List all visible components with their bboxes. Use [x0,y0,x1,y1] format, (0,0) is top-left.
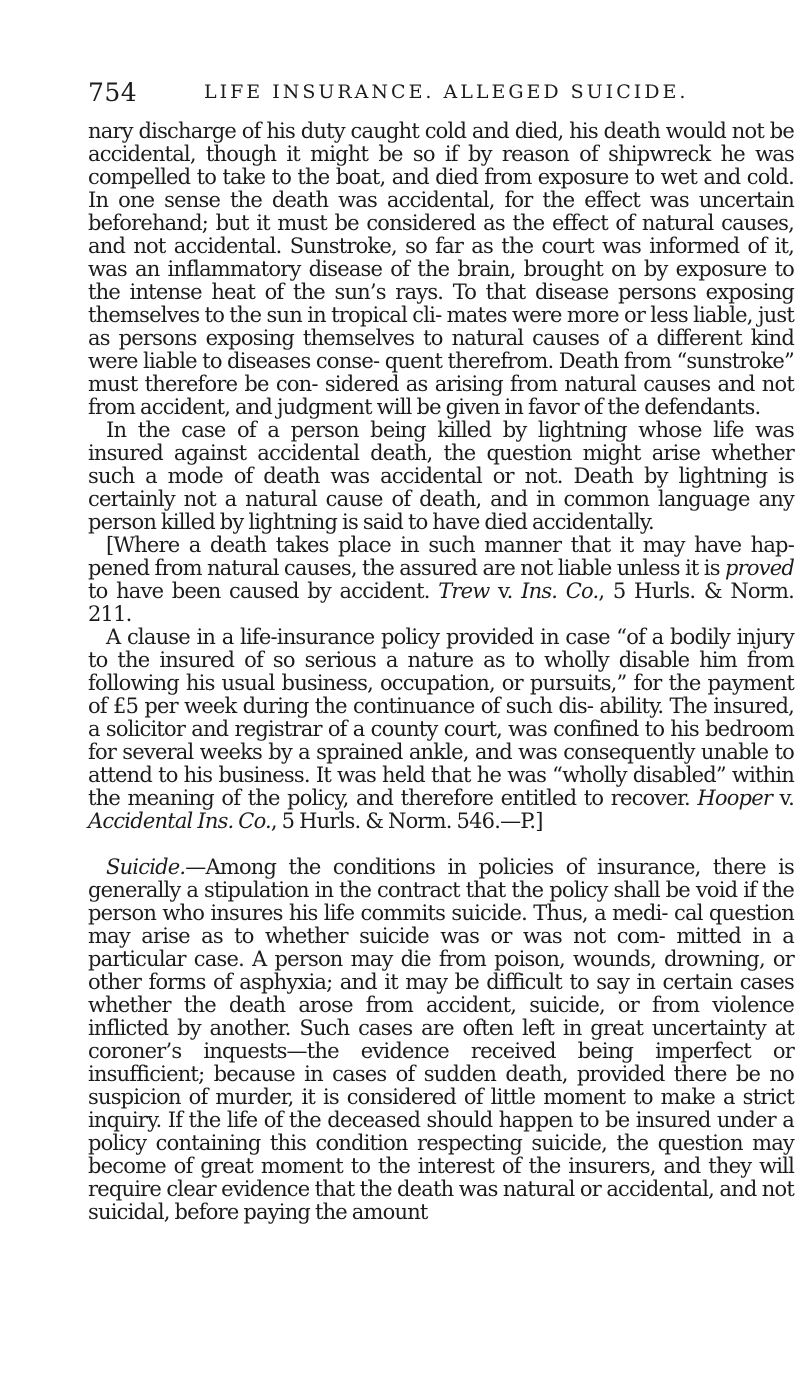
paragraph-lightning: In the case of a person being killed by lightning whose life was insured against accidental death, the question might arise whether such a mode of death was accidental or not. Death by lightning is certainly not a natural cause of death, and in common language any person killed by lightning is said to have died accidentally. [88,418,794,534]
text-run: v. [489,579,522,603]
paragraph-trew-case [88,534,794,626]
text-run: v. [772,786,794,810]
page-number: 754 [88,78,138,107]
paragraph-suicide [88,856,794,1224]
text-run: [Where a death takes place in such manner that it may have hap- pened from natural causes, the assured are not liable unless it is [88,533,794,580]
case-name: Trew [438,579,490,603]
paragraph-hooper-case [88,626,794,833]
citation: , 5 Hurls. & Norm. 211. [88,579,794,626]
body-text [88,120,794,1224]
case-name: Accidental Ins. Co. [88,809,271,833]
text-run: A clause in a life-insurance policy provided in case “of a bodily injury to the insured of so serious a nature as to wholly disable him from following his usual business, occupation, or pursuits,” for the payment of £5 per week during the continuance of such dis- ability. The insured, a solicitor and registrar of a county court, was confined to his bedroom for several weeks by a sprained ankle, and was consequently unable to attend to his business. It was held that he was “wholly disabled” within the meaning of the policy, and therefore entitled to recover. [88,625,794,810]
section-heading-suicide: Suicide. [106,855,186,879]
paragraph-sunstroke: nary discharge of his duty caught cold and died, his death would not be accidental, though it might be so if by reason of shipwreck he was compelled to take to the boat, and died from exposure to wet and cold. In one sense the death was accidental, for the effect was uncertain beforehand; but it must be considered as the effect of natural causes, and not accidental. Sunstroke, so far as the court was informed of it, was an inflammatory disease of the brain, brought on by exposure to the intense heat of the sun’s rays. To that disease persons exposing themselves to the sun in tropical cli- mates were more or less liable, just as persons exposing themselves to natural causes of a different kind were liable to diseases conse- quent therefrom. Death from “sunstroke” must therefore be con- sidered as arising from natural causes and not from accident, and judgment will be given in favor of the defendants. [88,119,794,419]
running-header [88,78,794,110]
text-run: to have been caused by accident. [88,579,439,603]
text-run: —Among the conditions in policies of insurance, there is generally a stipulation in the contract that the policy shall be void if the person who insures his life commits suicide. Thus, a medi- cal question may arise as to whether suicide was or was not com- mitted in a particular case. A person may die from poison, wounds, drowning, or other forms of asphyxia; and it may be difficult to say in certain cases whether the death arose from accident, suicide, or from violence inflicted by another. Such cases are often left in great uncertainty at coroner’s inquests—the evidence received being imperfect or insufficient; because in cases of sudden death, provided there be no suspicion of murder, it is considered of little moment to make a strict inquiry. If the life of the deceased should happen to be insured under a policy containing this condition respecting suicide, the question may become of great moment to the interest of the insurers, and they will require clear evidence that the death was natural or accidental, and not suicidal, before paying the amount [88,855,794,1224]
italic-run: proved [724,556,794,580]
case-name: Ins. Co. [521,579,599,603]
running-title: LIFE INSURANCE. ALLEGED SUICIDE. [204,81,689,103]
citation: , 5 Hurls. & Norm. 546.—P.] [270,809,543,833]
case-name: Hooper [697,786,773,810]
